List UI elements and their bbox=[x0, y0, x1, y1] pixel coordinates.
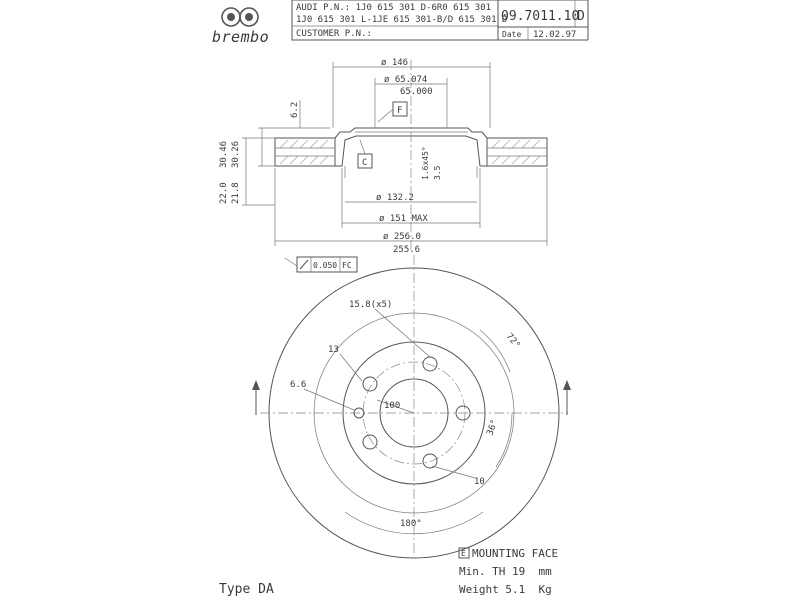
part-line-2: 1J0 615 301 L-1JE 615 301-B/D 615 301 D bbox=[296, 15, 508, 25]
part-code: 09.7011.10 bbox=[501, 9, 580, 24]
brand-name: brembo bbox=[212, 28, 270, 46]
dim-2556: 255.6 bbox=[393, 245, 421, 255]
bolt-hole bbox=[363, 435, 377, 449]
tolerance-datum: FC bbox=[342, 261, 352, 270]
dim-diameter-146: ø 146 bbox=[381, 58, 409, 68]
dim-diameter-2560: ø 256.0 bbox=[383, 232, 421, 242]
dim-180deg: 180° bbox=[400, 519, 422, 529]
dim-diameter-65074: ø 65.074 bbox=[384, 75, 428, 85]
section-arrow-icon bbox=[563, 380, 571, 390]
tolerance-value: 0.050 bbox=[313, 261, 338, 270]
dim-100: 100 bbox=[384, 401, 401, 411]
dim-diameter-151: ø 151 MAX bbox=[379, 214, 428, 224]
dim-218: 21.8 bbox=[231, 182, 241, 204]
datum-c: C bbox=[362, 158, 368, 168]
mounting-face-marker: E bbox=[461, 549, 466, 558]
datum-f: F bbox=[397, 106, 403, 116]
section-view bbox=[219, 58, 547, 272]
dim-diameter-1322: ø 132.2 bbox=[376, 193, 414, 203]
front-view bbox=[252, 255, 571, 558]
brembo-logo bbox=[212, 8, 269, 46]
dim-10: 10 bbox=[474, 477, 485, 487]
date-value: 12.02.97 bbox=[533, 30, 577, 40]
dim-13: 13 bbox=[328, 345, 339, 355]
dim-62: 6.2 bbox=[290, 101, 300, 118]
notes-block bbox=[219, 547, 558, 597]
disc-type: Type DA bbox=[219, 582, 274, 597]
dim-35: 3.5 bbox=[433, 165, 442, 180]
flatness-symbol-icon bbox=[300, 260, 308, 269]
dim-158: 15.8(x5) bbox=[349, 300, 393, 310]
dim-chamfer: 1.6x45° bbox=[421, 146, 430, 180]
bolt-hole bbox=[423, 454, 437, 468]
revision-letter: D bbox=[577, 9, 585, 24]
date-label: Date bbox=[502, 30, 522, 39]
bolt-hole bbox=[423, 357, 437, 371]
weight: Weight 5.1 Kg bbox=[459, 583, 552, 596]
dim-220: 22.0 bbox=[219, 182, 229, 204]
dim-65000: 65.000 bbox=[400, 87, 433, 97]
dim-3046: 30.46 bbox=[219, 140, 229, 168]
title-block bbox=[212, 0, 588, 46]
bolt-hole bbox=[363, 377, 377, 391]
dim-3026: 30.26 bbox=[231, 140, 241, 168]
mounting-face-label: MOUNTING FACE bbox=[472, 547, 559, 560]
dim-72deg: 72° bbox=[503, 331, 522, 351]
section-arrow-icon bbox=[252, 380, 260, 390]
dim-66: 6.6 bbox=[290, 380, 307, 390]
min-thickness: Min. TH 19 mm bbox=[459, 565, 552, 578]
part-line-1: AUDI P.N.: 1J0 615 301 D-6R0 615 301 bbox=[296, 3, 492, 13]
part-line-3: CUSTOMER P.N.: bbox=[296, 29, 372, 39]
dim-36deg: 36° bbox=[485, 418, 501, 438]
